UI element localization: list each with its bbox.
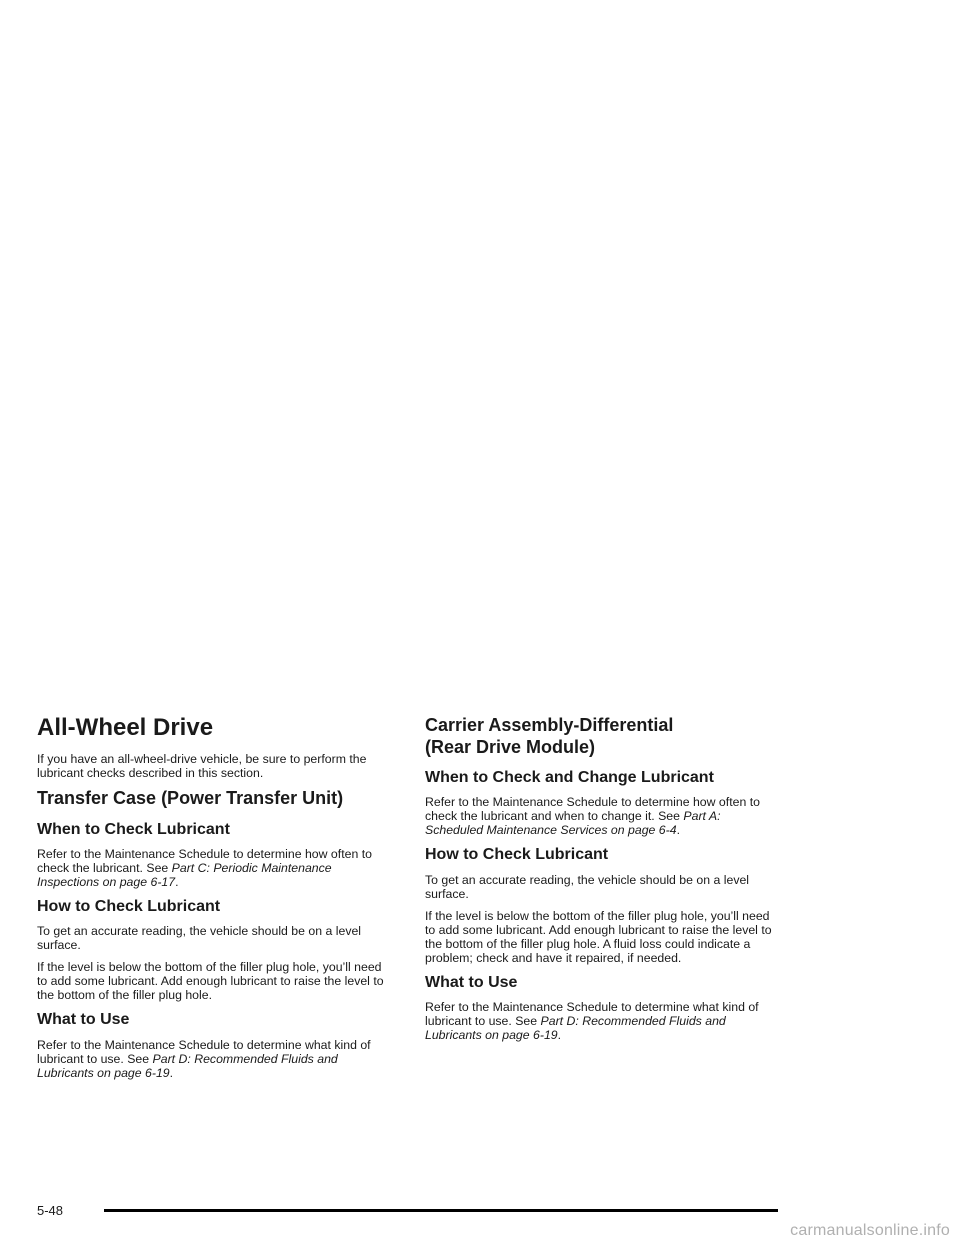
transfer-case-heading: Transfer Case (Power Transfer Unit): [37, 788, 344, 809]
cross-reference-link[interactable]: Part D: Recommended Fluids and Lubricants on page 6-19: [425, 1013, 726, 1042]
cross-reference-link[interactable]: Part C: Periodic Maintenance Inspections on page 6-17: [37, 861, 332, 890]
right-column: [425, 715, 780, 1050]
what-to-use-paragraph: Refer to the Maintenance Schedule to determine what kind of lubricant to use. See Part D: Recommended Fluids and Lubricants on page 6-19.: [37, 1037, 371, 1080]
page-title: All-Wheel Drive: [37, 714, 214, 741]
how-to-check-paragraph-1: To get an accurate reading, the vehicle should be on a level surface.: [425, 872, 750, 901]
what-to-use-heading: What to Use: [37, 1011, 130, 1029]
watermark: carmanualsonline.info: [790, 1222, 950, 1239]
cross-reference-link[interactable]: Part D: Recommended Fluids and Lubricants on page 6-19: [37, 1051, 338, 1080]
when-to-check-change-paragraph: Refer to the Maintenance Schedule to determine how often to check the lubricant and when to change it. See Part A: Scheduled Maintenance Services on page 6-4.: [425, 795, 760, 838]
what-to-use-heading: What to Use: [425, 973, 518, 991]
how-to-check-paragraph-2: If the level is below the bottom of the filler plug hole, you’ll need to add some lubricant. Add enough lubricant to raise the level to the bottom of the filler plug hole.: [37, 960, 384, 1003]
cross-reference-link[interactable]: Part A: Scheduled Maintenance Services on page 6-4: [425, 809, 721, 838]
footer-divider: [104, 1209, 778, 1212]
left-column: [37, 715, 392, 1088]
when-to-check-change-heading: When to Check and Change Lubricant: [425, 769, 714, 787]
when-to-check-paragraph: Refer to the Maintenance Schedule to determine how often to check the lubricant. See Part C: Periodic Maintenance Inspections on page 6-17.: [37, 847, 372, 890]
page-number: 5-48: [37, 1203, 64, 1218]
how-to-check-heading: How to Check Lubricant: [425, 846, 609, 864]
how-to-check-heading: How to Check Lubricant: [37, 898, 221, 916]
carrier-assembly-heading: Carrier Assembly-Differential (Rear Drive Module): [425, 715, 674, 757]
when-to-check-heading: When to Check Lubricant: [37, 820, 230, 838]
how-to-check-paragraph-2: If the level is below the bottom of the filler plug hole, you’ll need to add some lubricant. Add enough lubricant to raise the level to the bottom of the filler plug hole. A fluid loss could indicate a problem; check and have it repaired, if needed.: [425, 908, 772, 965]
what-to-use-paragraph: Refer to the Maintenance Schedule to determine what kind of lubricant to use. See Part D: Recommended Fluids and Lubricants on page 6-19.: [425, 999, 759, 1042]
intro-paragraph: If you have an all-wheel-drive vehicle, be sure to perform the lubricant checks described in this section.: [37, 752, 367, 781]
how-to-check-paragraph-1: To get an accurate reading, the vehicle should be on a level surface.: [37, 924, 362, 953]
